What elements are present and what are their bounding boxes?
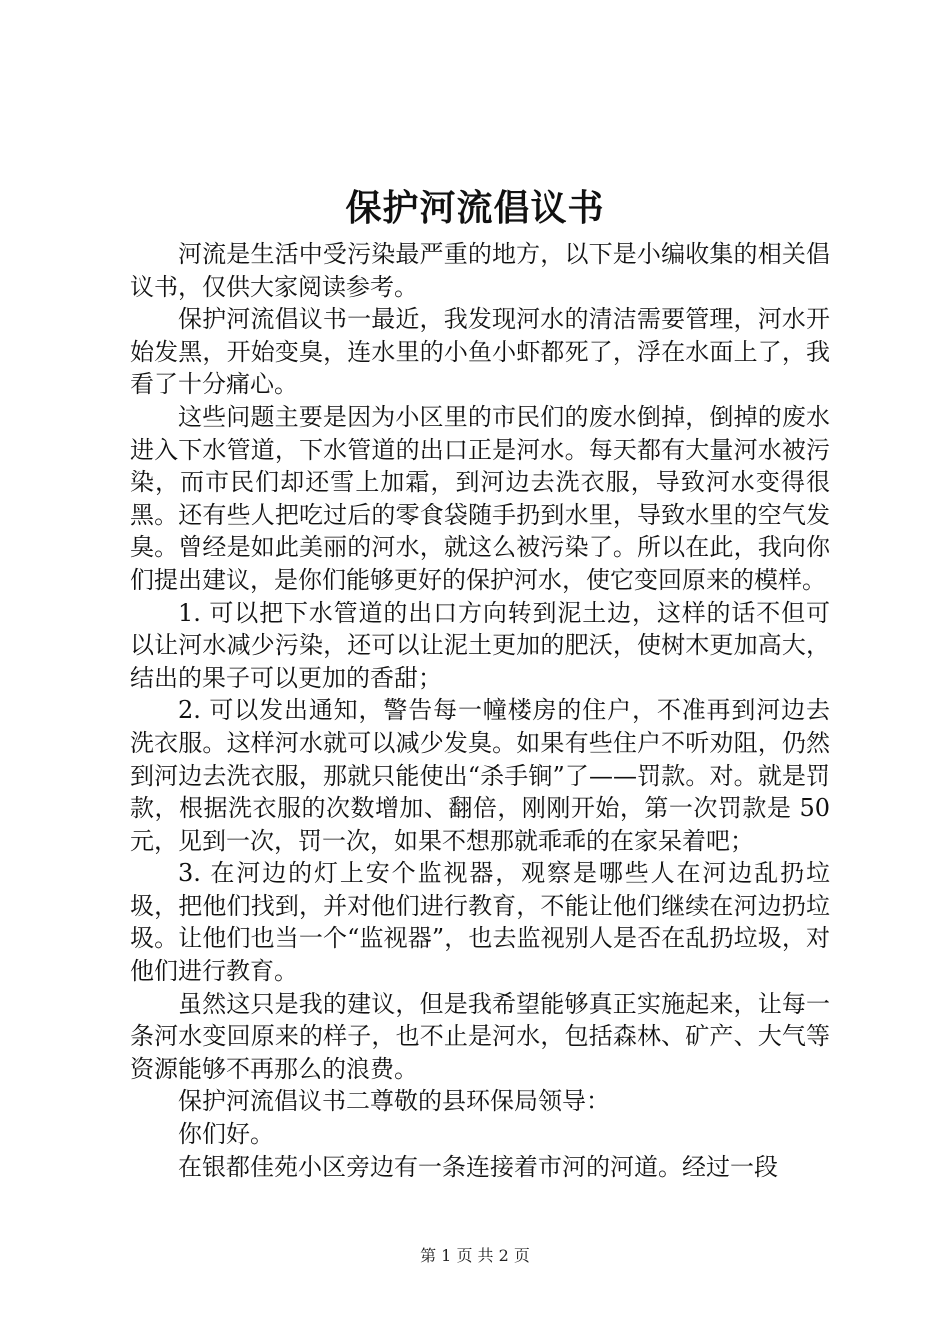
paragraph-greeting: 你们好。	[178, 1120, 274, 1149]
paragraph-problem-description: 这些问题主要是因为小区里的市民们的废水倒掉，倒掉的废水进入下水管道，下水管道的出口正是河水。每天都有大量河水被污染，而市民们却还雪上加霜，到河边去洗衣服，导致河水变得很黑。还有些人把吃过后的零食袋随手扔到水里，导致水里的空气发臭。曾经是如此美丽的河水，就这么被污染了。所以在此，我向你们提出建议，是你们能够更好的保护河水，使它变回原来的模样。	[130, 402, 830, 594]
page-number-footer: 第 1 页 共 2 页	[420, 1246, 530, 1265]
paragraph-suggestion-1: 1. 可以把下水管道的出口方向转到泥土边，这样的话不但可以让河水减少污染，还可以让泥土更加的肥沃，使树木更加高大，结出的果子可以更加的香甜；	[130, 598, 830, 692]
document-body	[130, 238, 830, 1183]
paragraph-conclusion: 虽然这只是我的建议，但是我希望能够真正实施起来，让每一条河水变回原来的样子，也不止是河水，包括森林、矿产、大气等资源能够不再那么的浪费。	[130, 989, 830, 1083]
paragraph-proposal-one-opening: 保护河流倡议书一最近，我发现河水的清洁需要管理，河水开始发黑，开始变臭，连水里的小鱼小虾都死了，浮在水面上了，我看了十分痛心。	[130, 305, 830, 399]
paragraph-suggestion-2: 2. 可以发出通知，警告每一幢楼房的住户，不准再到河边去洗衣服。这样河水就可以减少发臭。如果有些住户不听劝阻，仍然到河边去洗衣服，那就只能使出“杀手锏”了——罚款。对。就是罚款，根据洗衣服的次数增加、翻倍，刚刚开始，第一次罚款是 50 元，见到一次，罚一次，如果不想那就乖乖的在家呆着吧；	[130, 696, 830, 855]
document-title: 保护河流倡议书	[345, 187, 605, 229]
paragraph-proposal-two-heading: 保护河流倡议书二尊敬的县环保局领导：	[178, 1087, 610, 1116]
paragraph-proposal-two-body: 在银都佳苑小区旁边有一条连接着市河的河道。经过一段	[178, 1152, 778, 1181]
paragraph-intro: 河流是生活中受污染最严重的地方，以下是小编收集的相关倡议书，仅供大家阅读参考。	[130, 240, 830, 301]
paragraph-suggestion-3: 3. 在河边的灯上安个监视器，观察是哪些人在河边乱扔垃圾，把他们找到，并对他们进行教育，不能让他们继续在河边扔垃圾。让他们也当一个“监视器”，也去监视别人是否在乱扔垃圾，对他们进行教育。	[130, 859, 830, 986]
